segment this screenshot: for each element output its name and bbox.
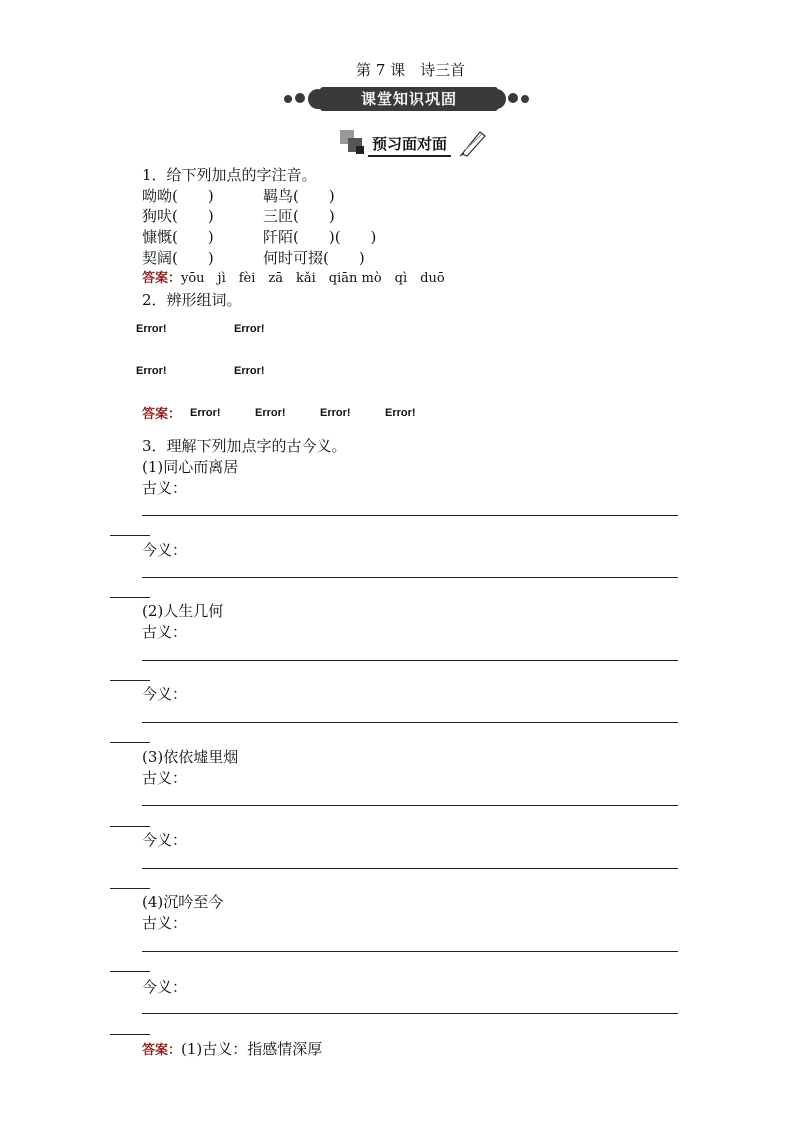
q3-prompt: 3．理解下列加点字的古今义。 [142,437,347,455]
answer-label: 答案： [142,271,182,286]
banner-label: 课堂知识巩固 [320,87,498,111]
q2-answer-error-3: Error! [320,407,351,419]
q2-error-1: Error! [136,323,167,335]
answer-line-tail [110,535,150,536]
q1-row1-right: 羁鸟( ) [263,187,335,205]
answer-line-tail [110,1034,150,1035]
q3-answer [142,1039,322,1061]
answer-line-tail [110,971,150,972]
q2-error-3: Error! [136,365,167,377]
q1-row1-left: 呦呦( ) [142,187,214,205]
q2-answer [142,403,181,425]
answer-line [142,722,678,723]
section-banner [284,87,534,111]
q3-item2-new-label: 今义： [142,685,188,703]
q1-row3-right: 阡陌( )( ) [263,228,377,246]
q3-item4-phrase: (4)沉吟至今 [142,893,224,911]
q3-item1-phrase: (1)同心而离居 [142,458,239,476]
q2-answer-error-4: Error! [385,407,416,419]
answer-line [142,515,678,516]
q1-row4-left: 契阔( ) [142,249,214,267]
q2-error-2: Error! [234,323,265,335]
answer-line-tail [110,888,150,889]
q3-answer-text: (1)古义：指感情深厚 [181,1040,323,1058]
q3-item4-old-label: 古义： [142,914,188,932]
q3-item3-phrase: (3)依依墟里烟 [142,748,239,766]
answer-line-tail [110,597,150,598]
answer-line-tail [110,742,150,743]
q3-item1-new-label: 今义： [142,541,188,559]
q1-answer [142,269,445,289]
answer-label: 答案： [142,407,182,422]
q2-answer-error-1: Error! [190,407,221,419]
answer-line [142,805,678,806]
preview-heading [340,128,490,160]
answer-line-tail [110,680,150,681]
q3-item3-new-label: 今义： [142,831,188,849]
q1-row2-left: 狗吠( ) [142,207,214,225]
answer-line [142,951,678,952]
q2-prompt: 2．辨形组词。 [142,291,242,309]
q3-item2-phrase: (2)人生几何 [142,602,224,620]
answer-line-tail [110,826,150,827]
q3-item3-old-label: 古义： [142,769,188,787]
answer-label: 答案： [142,1043,182,1058]
q2-error-4: Error! [234,365,265,377]
q1-prompt: 1．给下列加点的字注音。 [142,166,317,184]
answer-line [142,577,678,578]
q1-row4-right: 何时可掇( ) [263,249,365,267]
answer-line [142,1013,678,1014]
q2-answer-error-2: Error! [255,407,286,419]
q3-item2-old-label: 古义： [142,623,188,641]
q1-answer-text: yōu jì fèi zā kǎi qiān mò qì duō [181,271,445,286]
q3-item1-old-label: 古义： [142,479,188,497]
answer-line [142,660,678,661]
pen-icon [458,128,488,158]
preview-label: 预习面对面 [368,133,451,157]
q1-row2-right: 三匝( ) [263,207,335,225]
answer-line [142,868,678,869]
q1-row3-left: 慷慨( ) [142,228,214,246]
lesson-title: 第 7 课 诗三首 [356,61,466,79]
q3-item4-new-label: 今义： [142,978,188,996]
